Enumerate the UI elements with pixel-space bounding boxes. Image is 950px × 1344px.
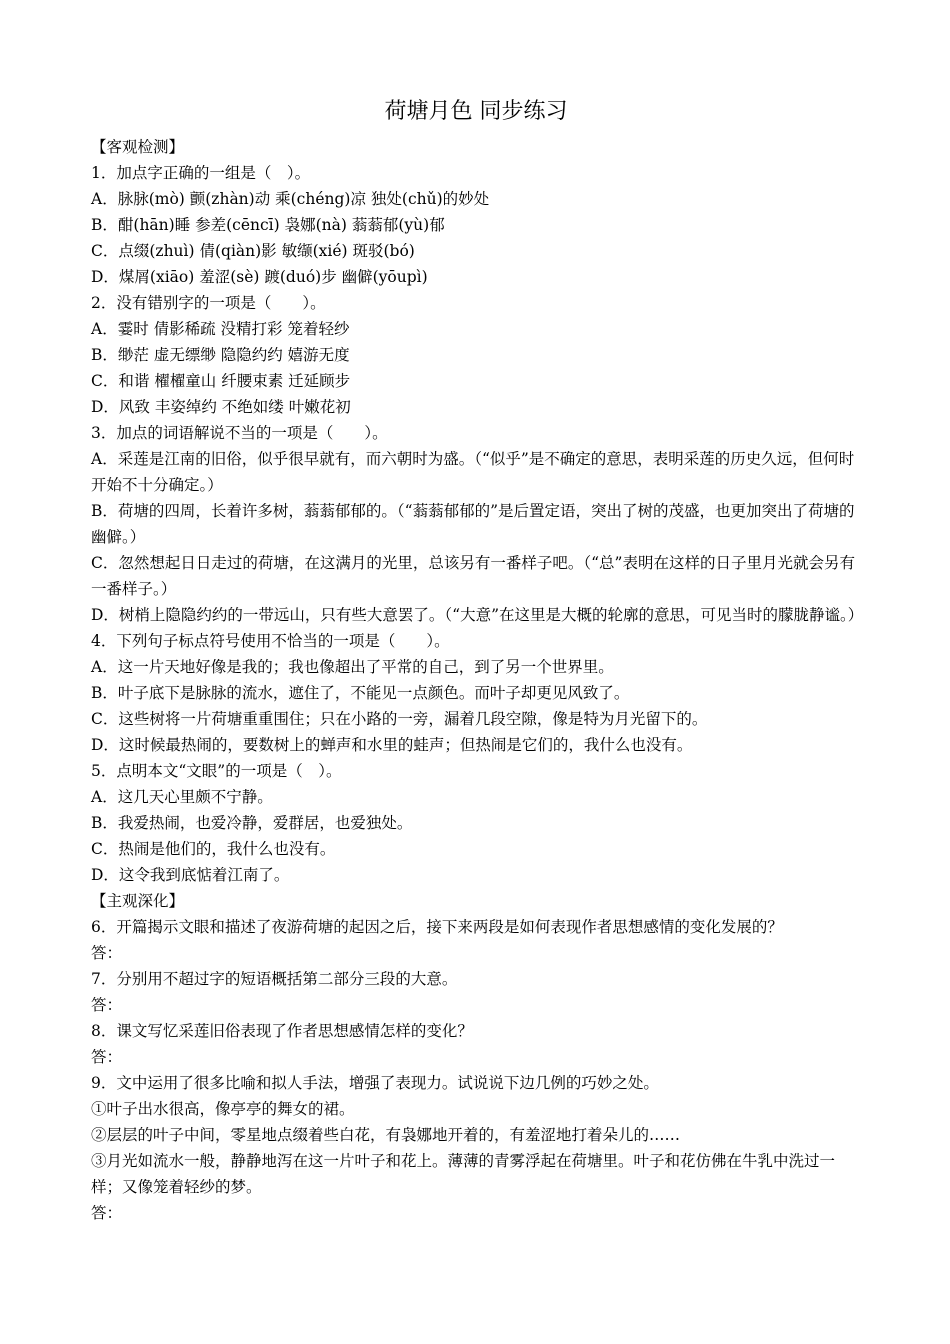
question-5-option-a: A．这几天心里颇不宁静。 [91,788,273,806]
question-4-option-d: D．这时候最热闹的，要数树上的蝉声和水里的蛙声；但热闹是它们的，我什么也没有。 [91,736,693,754]
question-1-option-b: B．酣(hān)睡 参差(cēncī) 袅娜(nà) 蓊蓊郁(yù)郁 [91,216,445,234]
question-9-stem: 9．文中运用了很多比喻和拟人手法，增强了表现力。试说说下边几例的巧妙之处。 [91,1074,659,1092]
question-6-answer: 答： [91,944,123,962]
question-4-option-b: B．叶子底下是脉脉的流水，遮住了，不能见一点颜色。而叶子却更见风致了。 [91,684,630,702]
question-3-option-d: D．树梢上隐隐约约的一带远山，只有些大意罢了。（“大意”在这里是大概的轮廓的意思，可见当时的朦胧静谧。） [91,606,864,624]
question-2-option-b: B．缈茫 虚无缥缈 隐隐约约 嬉游无度 [91,346,350,364]
question-9-answer: 答： [91,1204,123,1222]
document-title: 荷塘月色 同步练习 [384,99,568,124]
question-7-stem: 7．分别用不超过字的短语概括第二部分三段的大意。 [91,970,458,988]
question-2-stem: 2．没有错别字的一项是（ ）。 [91,294,326,312]
question-1-option-d: D．煤屑(xiāo) 羞涩(sè) 踱(duó)步 幽僻(yōupì) [91,268,428,286]
question-8-stem: 8．课文写忆采莲旧俗表现了作者思想感情怎样的变化？ [91,1022,473,1040]
question-1-option-a: A．脉脉(mò) 颤(zhàn)动 乘(chéng)凉 独处(chǔ)的妙处 [91,190,490,208]
question-2-option-a: A．霎时 倩影稀疏 没精打彩 笼着轻纱 [91,320,350,338]
question-9-example-1: ①叶子出水很高，像亭亭的舞女的裙。 [91,1100,355,1118]
question-3-stem: 3．加点的词语解说不当的一项是（ ）。 [91,424,388,442]
question-7-answer: 答： [91,996,123,1014]
question-8-answer: 答： [91,1048,123,1066]
question-2-option-c: C．和谐 櫂櫂童山 纤腰束素 迁延顾步 [91,372,351,390]
question-6-stem: 6．开篇揭示文眼和描述了夜游荷塘的起因之后，接下来两段是如何表现作者思想感情的变化发展的？ [91,918,783,936]
question-5-option-c: C．热闹是他们的，我什么也没有。 [91,840,336,858]
question-5-stem: 5．点明本文“文眼”的一项是（ ）。 [91,762,342,780]
question-1-stem: 1．加点字正确的一组是（ ）。 [91,164,311,182]
question-5-option-d: D．这令我到底惦着江南了。 [91,866,290,884]
question-3-option-a: A．采莲是江南的旧俗，似乎很早就有，而六朝时为盛。（“似乎”是不确定的意思，表明采莲的历史久远，但何时开始不十分确定。） [91,450,855,494]
section-heading-objective: 【客观检测】 [91,138,185,156]
question-2-option-d: D．风致 丰姿绰约 不绝如缕 叶嫩花初 [91,398,351,416]
question-4-option-a: A．这一片天地好像是我的；我也像超出了平常的自己，到了另一个世界里。 [91,658,614,676]
question-9-example-2: ②层层的叶子中间，零星地点缀着些白花，有袅娜地开着的，有羞涩地打着朵儿的…… [91,1126,681,1144]
question-1-option-c: C．点缀(zhuì) 倩(qiàn)影 敏缬(xié) 斑驳(bó) [91,242,415,260]
question-3-option-b: B．荷塘的四周，长着许多树，蓊蓊郁郁的。（“蓊蓊郁郁的”是后置定语，突出了树的茂盛，也更加突出了荷塘的幽僻。） [91,502,855,546]
question-4-option-c: C．这些树将一片荷塘重重围住；只在小路的一旁，漏着几段空隙，像是特为月光留下的。 [91,710,708,728]
section-heading-subjective: 【主观深化】 [91,892,185,910]
question-3-option-c: C．忽然想起日日走过的荷塘，在这满月的光里，总该另有一番样子吧。（“总”表明在这样的日子里月光就会另有一番样子。） [91,554,855,598]
document-page [91,96,864,1226]
question-4-stem: 4．下列句子标点符号使用不恰当的一项是（ ）。 [91,632,450,650]
question-5-option-b: B．我爱热闹，也爱冷静，爱群居，也爱独处。 [91,814,413,832]
question-9-example-3: ③月光如流水一般，静静地泻在这一片叶子和花上。薄薄的青雾浮起在荷塘里。叶子和花仿佛在牛乳中洗过一样；又像笼着轻纱的梦。 [91,1152,836,1196]
